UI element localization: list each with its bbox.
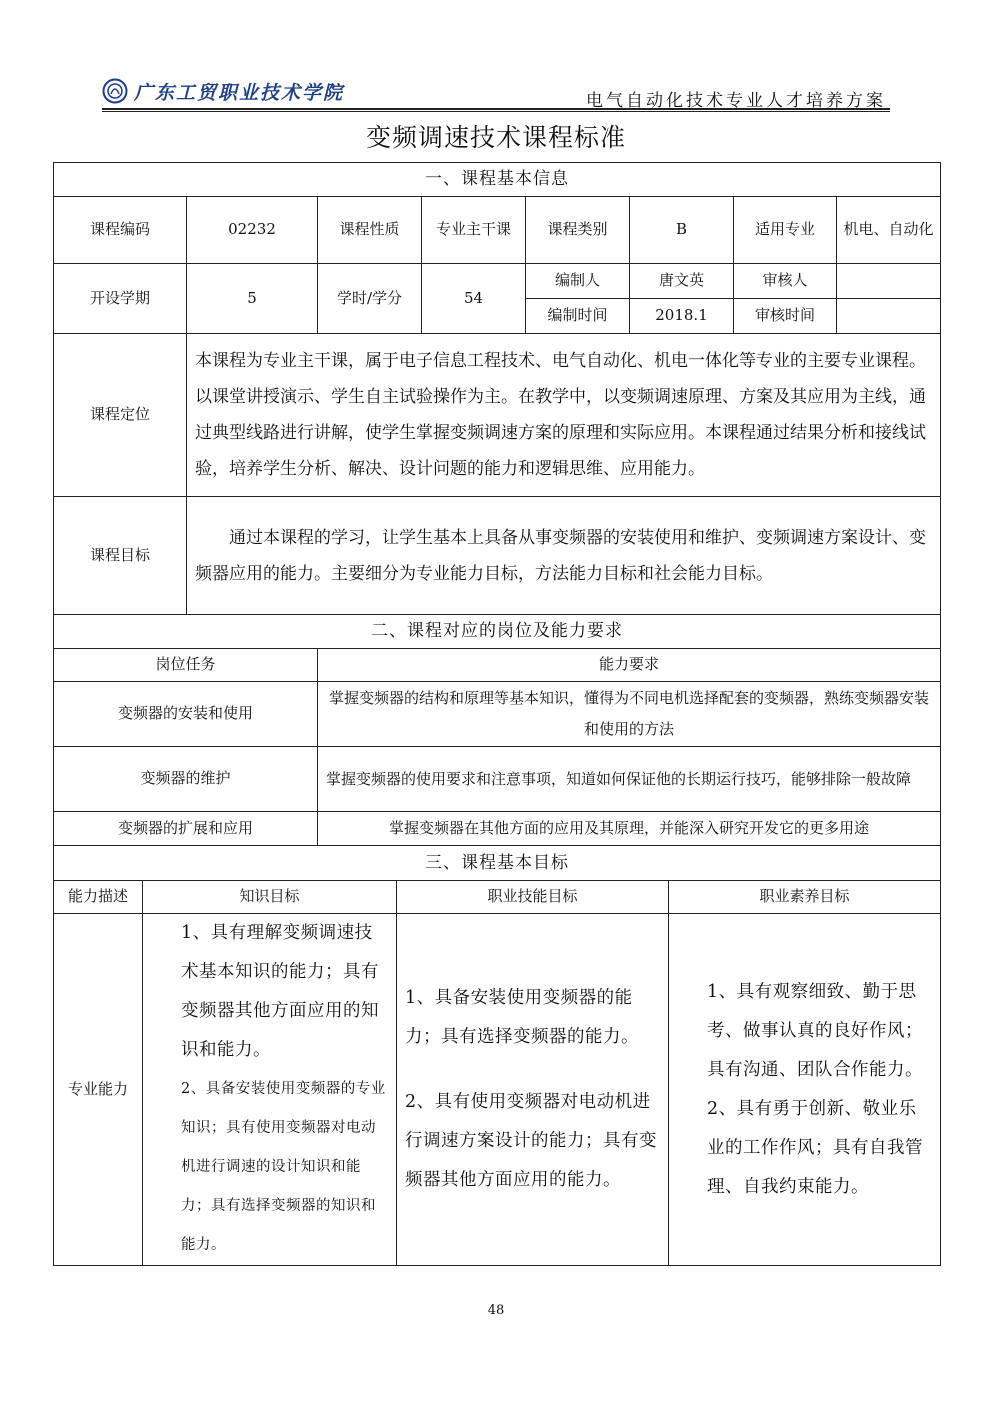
position-ability-table	[53, 614, 941, 846]
course-code: 02232	[187, 197, 318, 264]
term: 5	[187, 264, 318, 334]
row-label-professional: 专业能力	[54, 914, 143, 1266]
label-reviewer: 审核人	[734, 264, 837, 299]
col-ability: 能力描述	[54, 881, 143, 914]
col-knowledge: 知识目标	[143, 881, 397, 914]
requirement-cell: 掌握变频器的使用要求和注意事项，知道如何保证他的长期运行技巧，能够排除一般故障	[318, 747, 941, 812]
label-edit-time: 编制时间	[526, 299, 630, 334]
review-time	[837, 299, 941, 334]
skill-goal-1: 1、具备安装使用变频器的能力；具有选择变频器的能力。	[405, 988, 639, 1047]
table-row	[54, 812, 941, 846]
col-task: 岗位任务	[54, 649, 318, 682]
section-heading: 三、课程基本目标	[54, 846, 941, 881]
label-course-nature: 课程性质	[318, 197, 422, 264]
quality-goals	[669, 914, 941, 1266]
applicable-major: 机电、自动化	[837, 197, 941, 264]
page-number: 48	[487, 1303, 505, 1318]
course-objective-text: 通过本课程的学习，让学生基本上具备从事变频器的安装使用和维护、变频调速方案设计、变频器应用的能力。主要细分为专业能力目标，方法能力目标和社会能力目标。	[187, 497, 941, 615]
logo-text: 广东工贸职业技术学院	[134, 81, 345, 104]
course-category: B	[630, 197, 734, 264]
label-course-category: 课程类别	[526, 197, 630, 264]
knowledge-goal-2: 2、具备安装使用变频器的专业知识；具有使用变频器对电动机进行调速的设计知识和能力；具有选择变频器的知识和能力。	[181, 1081, 386, 1253]
skill-goals	[397, 914, 669, 1266]
task-cell: 变频器的安装和使用	[54, 682, 318, 747]
course-positioning-text: 本课程为专业主干课，属于电子信息工程技术、电气自动化、机电一体化等专业的主要专业课程。以课堂讲授演示、学生自主试验操作为主。在教学中，以变频调速原理、方案及其应用为主线，通过典型线路进行讲解，使学生掌握变频调速方案的原理和实际应用。本课程通过结果分析和接线试验，培养学生分析、解决、设计问题的能力和逻辑思维、应用能力。	[187, 334, 941, 497]
school-emblem-icon	[102, 78, 128, 104]
label-hours: 学时/学分	[318, 264, 422, 334]
label-course-positioning: 课程定位	[54, 334, 187, 497]
label-course-objective: 课程目标	[54, 497, 187, 615]
course-nature: 专业主干课	[422, 197, 526, 264]
quality-goal-1: 1、具有观察细致、勤于思考、做事认真的良好作风；具有沟通、团队合作能力。	[707, 981, 923, 1080]
col-skill: 职业技能目标	[397, 881, 669, 914]
skill-goal-2: 2、具有使用变频器对电动机进行调速方案设计的能力；具有变频器其他方面应用的能力。	[405, 1092, 657, 1190]
label-term: 开设学期	[54, 264, 187, 334]
section-heading: 一、课程基本信息	[54, 163, 941, 197]
document-title: 变频调速技术课程标准	[365, 123, 626, 152]
requirement-cell: 掌握变频器在其他方面的应用及其原理，并能深入研究开发它的更多用途	[318, 812, 941, 846]
col-requirement: 能力要求	[318, 649, 941, 682]
editor: 唐文英	[630, 264, 734, 299]
school-logo	[102, 76, 344, 106]
table-row	[54, 747, 941, 812]
task-cell: 变频器的扩展和应用	[54, 812, 318, 846]
task-cell: 变频器的维护	[54, 747, 318, 812]
knowledge-goals	[143, 914, 397, 1266]
edit-time: 2018.1	[630, 299, 734, 334]
course-goals-table	[53, 845, 941, 1266]
quality-goal-2: 2、具有勇于创新、敬业乐业的工作作风；具有自我管理、自我约束能力。	[707, 1098, 923, 1197]
page-header	[102, 70, 890, 110]
col-quality: 职业素养目标	[669, 881, 941, 914]
section-heading: 二、课程对应的岗位及能力要求	[54, 615, 941, 649]
knowledge-goal-1: 1、具有理解变频调速技术基本知识的能力；具有变频器其他方面应用的知识和能力。	[181, 923, 379, 1060]
label-course-code: 课程编码	[54, 197, 187, 264]
table-row	[54, 682, 941, 747]
requirement-cell: 掌握变频器的结构和原理等基本知识，懂得为不同电机选择配套的变频器，熟练变频器安装和使用的方法	[318, 682, 941, 747]
label-editor: 编制人	[526, 264, 630, 299]
program-title: 电气自动化技术专业人才培养方案	[586, 91, 886, 111]
basic-info-table	[53, 162, 941, 615]
label-review-time: 审核时间	[734, 299, 837, 334]
header-rule	[102, 108, 890, 112]
label-applicable-major: 适用专业	[734, 197, 837, 264]
hours: 54	[422, 264, 526, 334]
reviewer	[837, 264, 941, 299]
